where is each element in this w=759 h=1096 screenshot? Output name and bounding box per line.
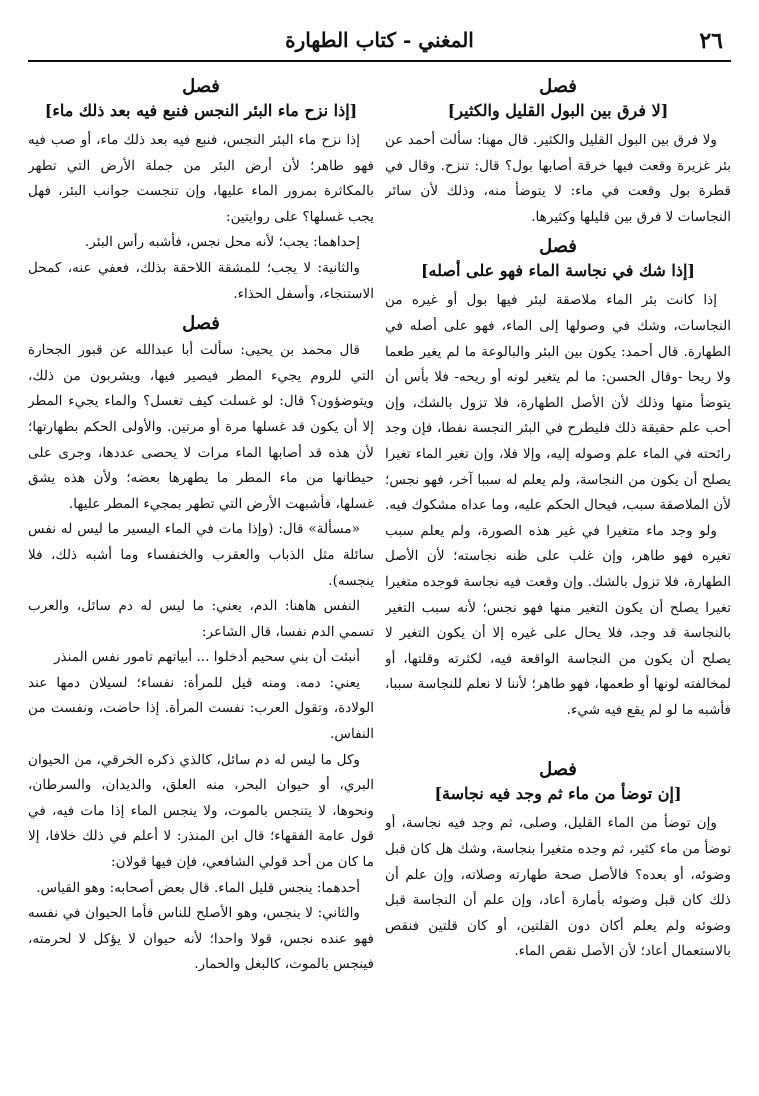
section-heading: فصل <box>539 76 577 97</box>
section-body <box>385 811 731 965</box>
right-column <box>385 70 731 1066</box>
section-heading: فصل <box>182 313 220 335</box>
section-title: [إن توضأ من ماء ثم وجد فيه نجاسة] <box>434 784 682 804</box>
section-title: [إذا نزح ماء البئر النجس فنبع فيه بعد ذلك ماء] <box>44 101 358 120</box>
page-header <box>28 22 731 62</box>
paragraph: والثاني: لا ينجس، وهو الأصلح للناس فأما الحيوان في نفسه فهو عنده نجس، قولا واحدا؛ لأنه حيوان لا يؤكل لا لحرمته، فينجس بالموت، كالبغل والحمار. <box>28 905 374 973</box>
paragraph: النفس هاهنا: الدم، يعني: ما ليس له دم سائل، والعرب تسمي الدم نفسا، قال الشاعر: <box>28 598 374 640</box>
section-heading: فصل <box>539 236 577 258</box>
title-separator: - <box>396 28 419 52</box>
chapter-title: كتاب الطهارة <box>285 28 397 52</box>
poem-verse: أنبئت أن بني سحيم أدخلوا ... أبياتهم تامور نفس المنذر <box>53 649 360 666</box>
section-title: [إذا شك في نجاسة الماء فهو على أصله] <box>420 261 695 281</box>
section-body <box>385 128 731 230</box>
paragraph: «مسألة» قال: (وإذا مات في الماء اليسير ما ليس له نفس سائلة مثل الذباب والعقرب والخنفساء وما أشبه ذلك، فلا ينجسه). <box>28 521 374 589</box>
section-heading: فصل <box>182 76 220 97</box>
paragraph: ولا فرق بين البول القليل والكثير. قال مهنا: سألت أحمد عن بئر غزيرة وقعت فيها خرقة أصابها بول؟ قال: تنزح. وقال في قطرة بول وقعت في ماء: لا يتوضأ منه، وذلك لأن سائر النجاسات لا فرق بين قليلها وكثيرها. <box>385 132 731 225</box>
paragraph: ولو وجد ماء متغيرا في غير هذه الصورة، ولم يعلم سبب تغيره فهو طاهر، وإن غلب على ظنه نجاسته؛ لأن الأصل الطهارة، فلا تزول بالشك. وإن وقعت فيه نجاسة فوجده متغيرا تغيرا يصلح أن يكون التغير منها فهو نجس؛ لأنه سبب التغير بالنجاسة قد وجد، فلا يحال على غيره إلا أن يكون التغير لا يصلح أن يكون من النجاسة الواقعة فيه، لكثرته وقلتها، أو لمخالفته لونها أو طعمها، فهو طاهر؛ لأننا لا نعلم للنجاسة سببا، فأشبه ما لو لم يقع فيه شيء. <box>385 522 731 718</box>
paragraph: وكل ما ليس له دم سائل، كالذي ذكره الخرقي، من الحيوان البري، أو حيوان البحر، منه العلق، والديدان، والسرطان، ونحوها، لا يتنجس بالموت، ولا ينجس الماء إذا مات فيه، في قول عامة الفقهاء؛ قال ابن المنذر: لا أعلم في ذلك خلافا، إلا ما كان من أحد قولي الشافعي، فإن فيها قولان: <box>28 751 374 871</box>
book-title: المغني <box>418 28 474 52</box>
running-title <box>28 28 731 52</box>
section-body <box>28 128 374 307</box>
section-body <box>28 338 374 978</box>
paragraph: إذا كانت بئر الماء ملاصقة لبئر فيها بول أو غيره من النجاسات، وشك في وصولها إلى الماء، فهو على أصله في الطهارة. قال أحمد: يكون بين البئر والبالوعة ما لم يغير طعما ولا ريحا -وقال الحسن: ما لم يتغير لونه أو ريحه- فلا بأس أن يتوضأ منها وذلك لأن الأصل الطهارة، فلا تزول بالشك، وإن أحب علم حقيقة ذلك فليطرح في البئر النجسة نفطا، فإن وجد رائحته في الماء علم وصوله إليه، وإلا فلا، وإن تغير الماء تغيرا يصلح أن يكون من النجاسة، ولم يعلم له سببا آخر، فهو نجس؛ لأن الملاصقة سبب، فيحال الحكم عليه، وما عداه مشكوك فيه. <box>385 292 731 514</box>
page-number: ٢٦ <box>699 28 723 54</box>
paragraph: أحدهما: ينجس قليل الماء. قال بعض أصحابه: وهو القياس. <box>36 879 360 896</box>
left-column <box>28 70 374 1066</box>
section-heading: فصل <box>539 759 577 781</box>
section-title: [لا فرق بين البول القليل والكثير] <box>447 101 669 120</box>
paragraph: قال محمد بن يحيى: سألت أبا عبدالله عن قبور الجحارة التي للروم يجيء المطر فيصير فيها، ويشربون من ذلك، ويتوضؤون؟ قال: لو غسلت كيف تغسل؟ والماء يجيء المطر إلا أن يكون قد غسلها مرة أو مرتين. والأولى الحكم بطهارتها؛ لأن هذه قد أصابها الماء مرات لا يحصى عددها، وجرى على حيطانها من ماء المطر ما يطهرها بعضه؛ ولأن هذه يشق غسلها، فأشبهت الأرض التي تطهر بمجيء المطر عليها. <box>28 342 374 512</box>
paragraph: يعني: دمه. ومنه قيل للمرأة: نفساء؛ لسيلان دمها عند الولادة، وتقول العرب: نفست المرأة. إذا حاضت، ونفست من النفاس. <box>28 674 374 743</box>
paragraph: إذا نزح ماء البئر النجس، فنبع فيه بعد ذلك ماء، أو صب فيه فهو طاهر؛ لأن أرض البئر من جملة الأرض التي تطهر بالمكاثرة بمرور الماء عليها، وإن تنجست جوانب البئر، فهل يجب غسلها؟ على روايتين: <box>28 132 374 225</box>
paragraph: والثانية: لا يجب؛ للمشقة اللاحقة بذلك، فعفي عنه، كمحل الاستنجاء، وأسفل الحذاء. <box>28 259 374 302</box>
section-body <box>385 288 731 723</box>
paragraph: إحداهما: يجب؛ لأنه محل نجس، فأشبه رأس البئر. <box>84 234 360 251</box>
paragraph: وإن توضأ من الماء القليل، وصلى، ثم وجد فيه نجاسة، أو توضأ من ماء كثير، ثم وجده متغيرا بنجاسة، وشك هل كان قبل وضوئه، أو بعده؟ فالأصل صحة طهارته وصلاته، وإن علم أن ذلك كان قبل وضوئه بأمارة أعاد، وإن علم أن النجاسة قبل وضوئه ولم يعلم أكان دون القلتين، أو كان قلتين فنقص بالاستعمال أعاد؛ لأن الأصل نقص الماء. <box>385 815 731 960</box>
